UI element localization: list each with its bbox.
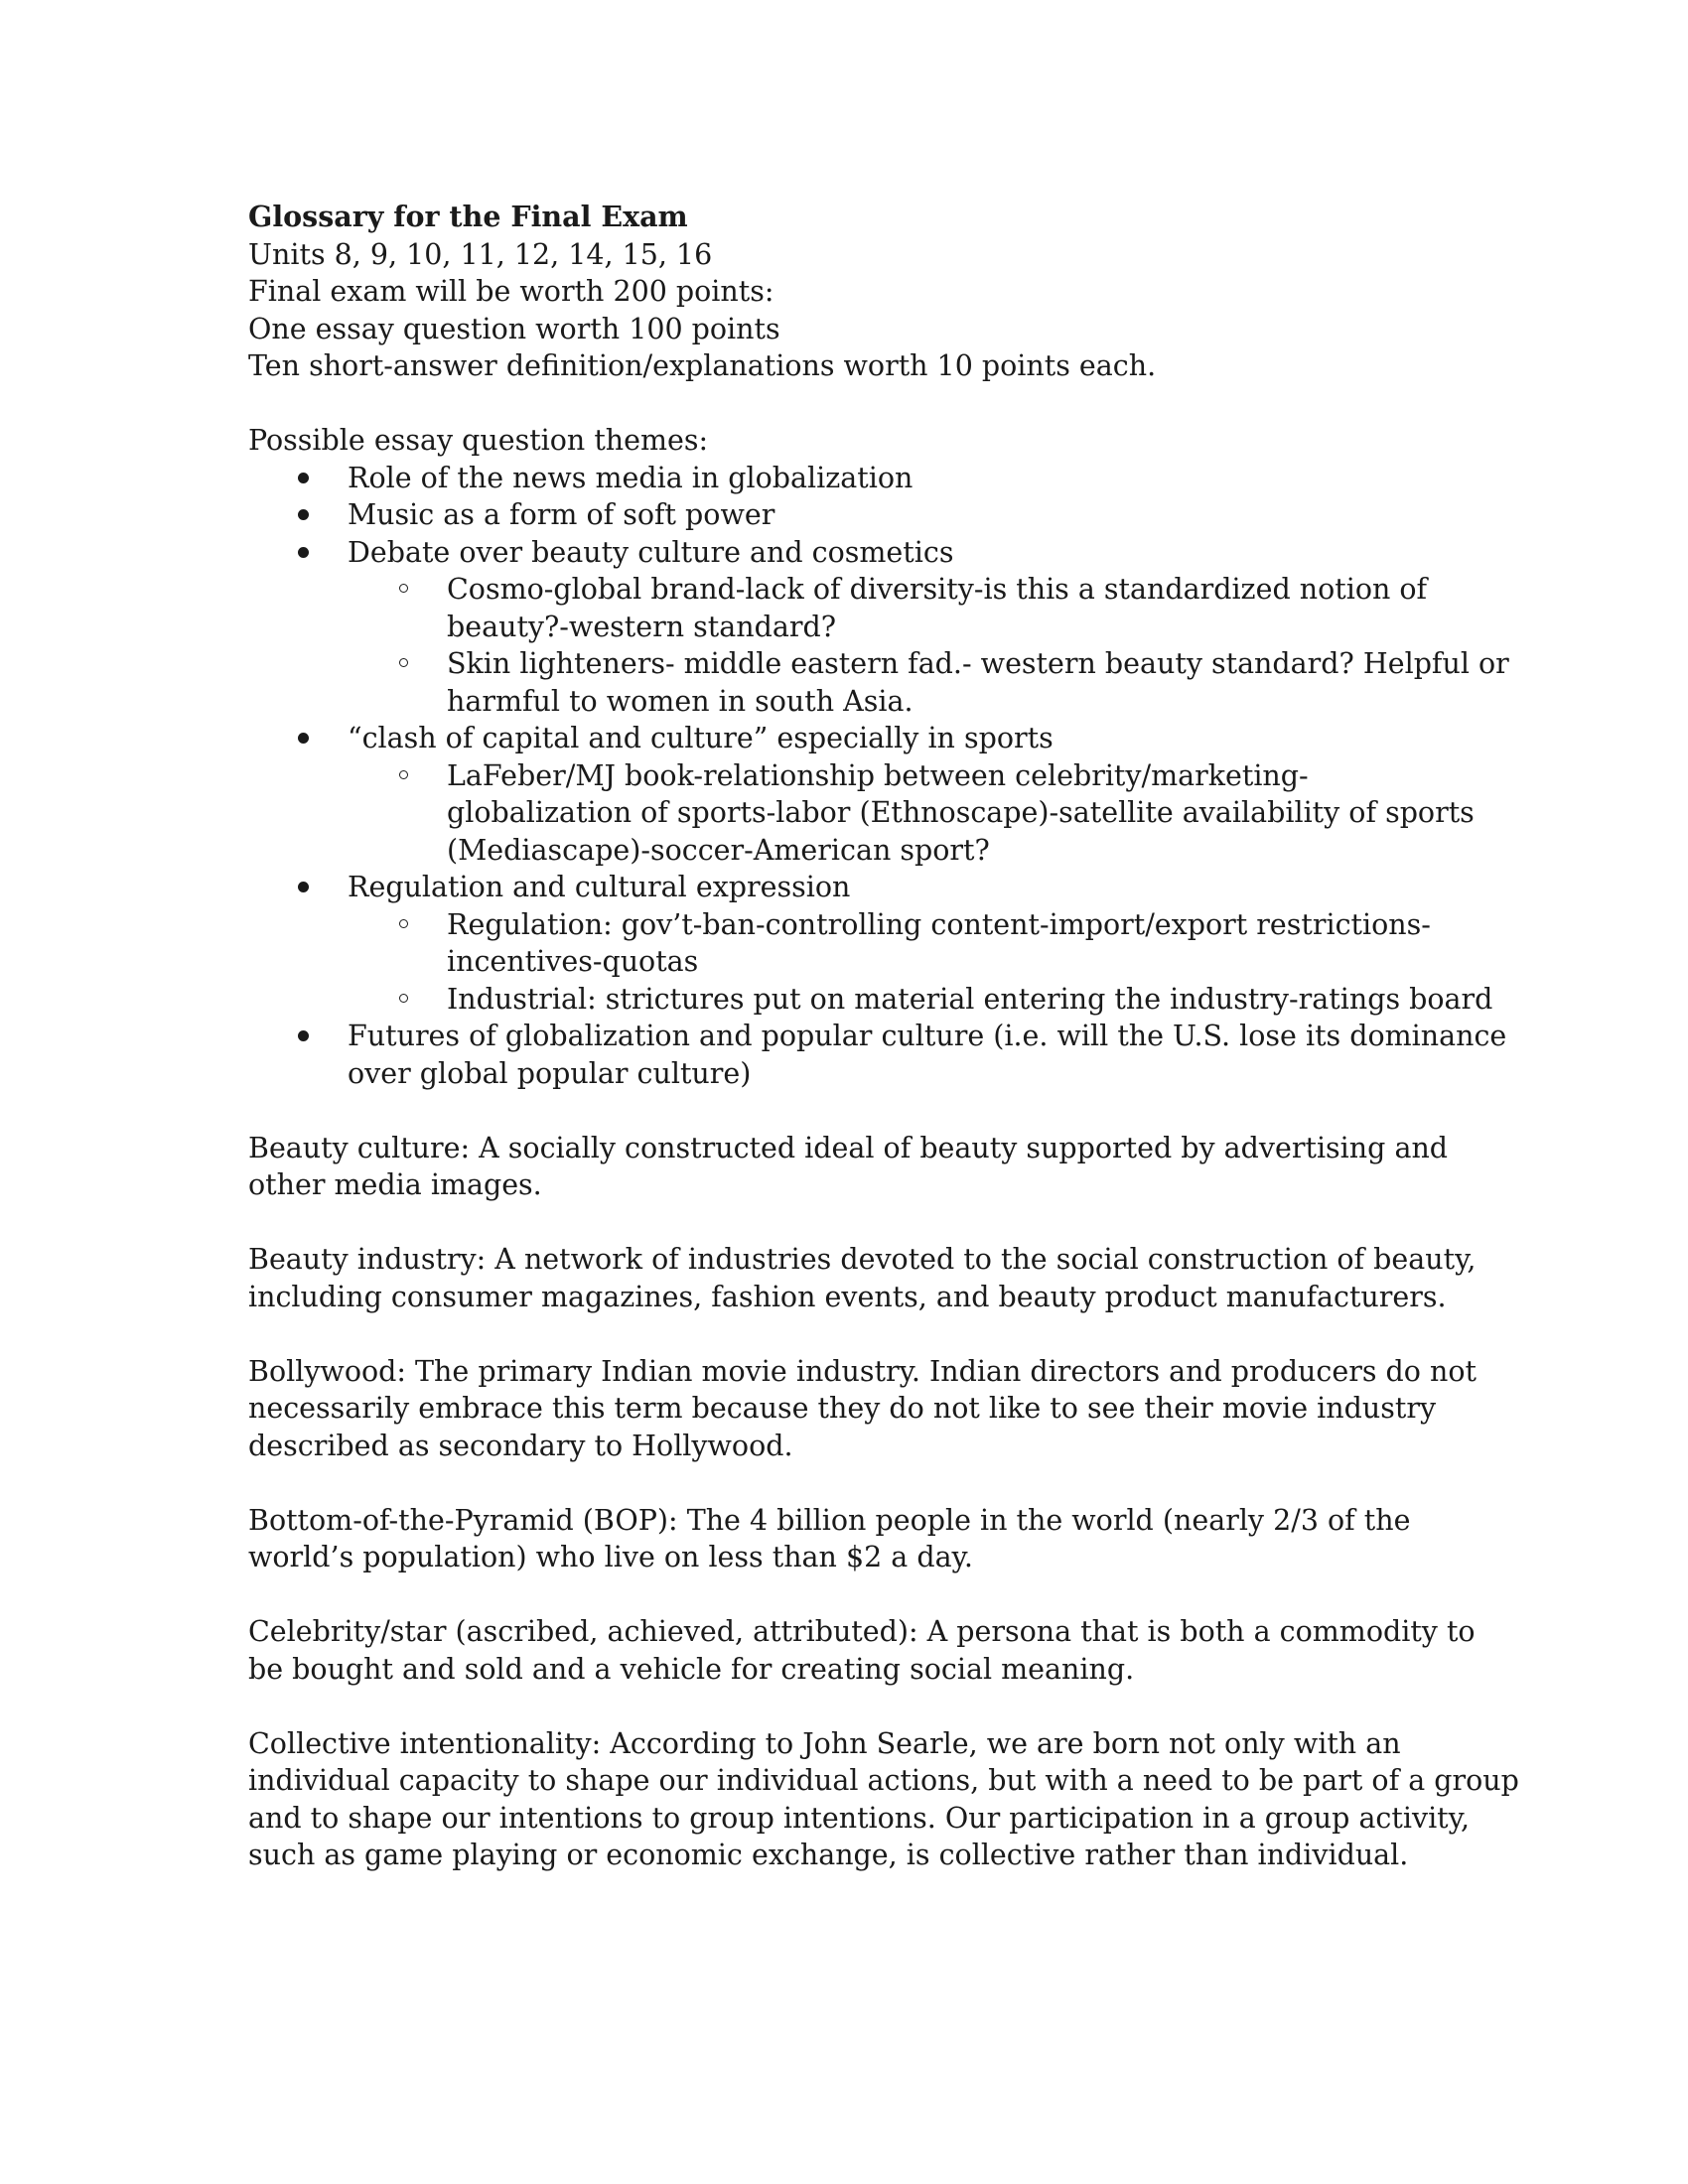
- bullet-dot-icon: [298, 733, 309, 744]
- spacer: [248, 1688, 1470, 1725]
- theme-text: Regulation and cultural expression: [348, 871, 851, 903]
- spacer: [248, 1092, 1470, 1130]
- spacer: [248, 1576, 1470, 1614]
- definition-text: necessarily embrace this term because they do not like to see their movie industry: [248, 1392, 1437, 1425]
- theme-item: [248, 869, 1493, 1018]
- theme-text: Music as a form of soft power: [348, 498, 775, 531]
- definition-text: and to shape our intentions to group intentions. Our participation in a group activity,: [248, 1801, 1471, 1835]
- theme-subitem: [248, 981, 1493, 1019]
- definition-text: Bottom-of-the-Pyramid (BOP): The 4 billion people in the world (nearly 2/3 of the: [248, 1503, 1411, 1537]
- exam-worth-line: Final exam will be worth 200 points:: [248, 275, 774, 308]
- spacer: [248, 385, 1470, 423]
- glossary-definition: [248, 1241, 1477, 1315]
- document-body: [248, 199, 1519, 1874]
- theme-subitem: [248, 645, 1509, 720]
- subitem-text: (Mediascape)-soccer-American sport?: [447, 833, 990, 867]
- bullet-dot-icon: [298, 882, 309, 892]
- subitem-text: globalization of sports-labor (Ethnoscape)-satellite availability of sports: [447, 796, 1475, 829]
- definition-text: other media images.: [248, 1168, 542, 1201]
- subitem-text: Cosmo-global brand-lack of diversity-is this a standardized notion of: [447, 573, 1428, 606]
- theme-item: [248, 720, 1475, 869]
- theme-sublist: [348, 906, 1493, 1019]
- themes-list: [248, 460, 1509, 1093]
- bullet-dot-icon: [298, 509, 309, 520]
- bullet-circle-icon: [399, 770, 408, 779]
- theme-text: over global popular culture): [348, 1056, 752, 1090]
- definition-text: Beauty culture: A socially constructed ideal of beauty supported by advertising and: [248, 1131, 1449, 1164]
- theme-subitem: [248, 906, 1470, 981]
- glossary-definition: [248, 1353, 1477, 1465]
- subitem-text: Skin lighteners- middle eastern fad.- western beauty standard? Helpful or: [447, 647, 1509, 680]
- glossary-definition: [248, 1613, 1476, 1688]
- bullet-dot-icon: [298, 473, 309, 483]
- subitem-text: incentives-quotas: [447, 945, 699, 978]
- theme-sublist: [348, 571, 1509, 720]
- theme-subitem: [248, 571, 1470, 645]
- theme-text: “clash of capital and culture” especially in sports: [348, 722, 1054, 754]
- definition-text: Bollywood: The primary Indian movie industry. Indian directors and producers do not: [248, 1354, 1477, 1388]
- theme-sublist: [348, 757, 1475, 870]
- spacer: [248, 1464, 1470, 1502]
- bullet-circle-icon: [399, 658, 408, 667]
- theme-item: [248, 496, 1470, 534]
- page-title: Glossary for the Final Exam: [248, 200, 688, 233]
- bullet-circle-icon: [399, 994, 408, 1003]
- definition-text: such as game playing or economic exchange, is collective rather than individual.: [248, 1839, 1409, 1871]
- bullet-dot-icon: [298, 547, 309, 558]
- subitem-text: Regulation: gov’t-ban-controlling content-import/export restrictions-: [447, 907, 1431, 941]
- short-answer-line: Ten short-answer definition/explanations worth 10 points each.: [248, 349, 1157, 382]
- theme-item: [248, 460, 1470, 497]
- theme-text: Role of the news media in globalization: [348, 461, 914, 494]
- definition-text: individual capacity to shape our individual actions, but with a need to be part of a group: [248, 1764, 1519, 1797]
- definition-text: described as secondary to Hollywood.: [248, 1429, 793, 1462]
- theme-text: Futures of globalization and popular culture (i.e. will the U.S. lose its dominance: [348, 1020, 1507, 1052]
- theme-subitem: [248, 757, 1475, 870]
- glossary-definition: [248, 1725, 1519, 1874]
- subitem-text: Industrial: strictures put on material entering the industry-ratings board: [447, 982, 1493, 1016]
- units-line: Units 8, 9, 10, 11, 12, 14, 15, 16: [248, 237, 713, 271]
- theme-item: [248, 534, 1509, 721]
- definition-text: Celebrity/star (ascribed, achieved, attributed): A persona that is both a commodity to: [248, 1615, 1476, 1648]
- glossary-definition: [248, 1502, 1440, 1576]
- spacer: [248, 1315, 1470, 1353]
- theme-item: [248, 1018, 1507, 1092]
- definition-text: Beauty industry: A network of industries devoted to the social construction of beauty,: [248, 1243, 1477, 1276]
- subitem-text: harmful to women in south Asia.: [447, 684, 914, 718]
- bullet-dot-icon: [298, 1030, 309, 1041]
- spacer: [248, 1204, 1470, 1242]
- theme-text: Debate over beauty culture and cosmetics: [348, 535, 954, 569]
- bullet-circle-icon: [399, 919, 408, 928]
- essay-worth-line: One essay question worth 100 points: [248, 312, 780, 345]
- definition-text: be bought and sold and a vehicle for creating social meaning.: [248, 1652, 1135, 1686]
- themes-intro: Possible essay question themes:: [248, 424, 709, 457]
- bullet-circle-icon: [399, 584, 408, 593]
- definition-text: Collective intentionality: According to John Searle, we are born not only with an: [248, 1726, 1401, 1760]
- subitem-text: LaFeber/MJ book-relationship between celebrity/marketing-: [447, 758, 1309, 792]
- subitem-text: beauty?-western standard?: [447, 610, 836, 643]
- definitions-list: [248, 1092, 1519, 1874]
- definition-text: including consumer magazines, fashion events, and beauty product manufacturers.: [248, 1280, 1447, 1313]
- glossary-definition: [248, 1130, 1449, 1204]
- definition-text: world’s population) who live on less than $2 a day.: [248, 1541, 973, 1573]
